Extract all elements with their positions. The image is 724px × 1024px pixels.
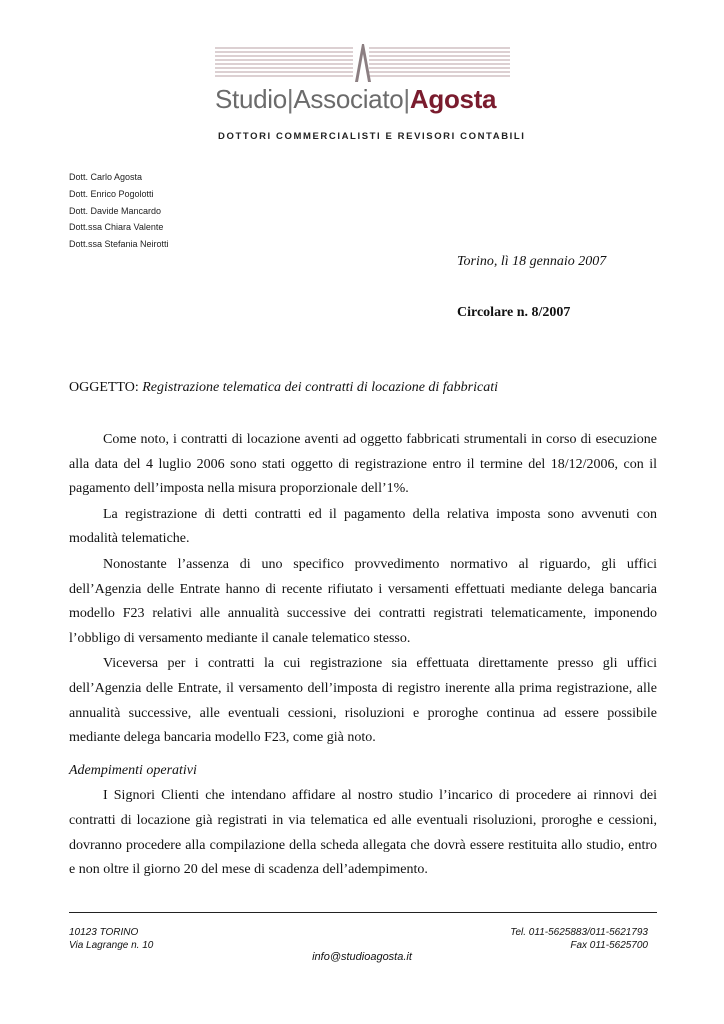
subject-line	[69, 380, 498, 396]
circular-number: Circolare n. 8/2007	[457, 305, 571, 320]
logo-word-associato: Associato	[293, 84, 404, 114]
footer-divider	[69, 912, 657, 913]
footer-email-link[interactable]: info@studioagosta.it	[312, 951, 412, 963]
partner-name: Dott. Davide Mancardo	[69, 205, 162, 216]
footer-tel: Tel. 011-5625883/011-5621793	[510, 927, 648, 938]
logo-word-agosta: Agosta	[409, 84, 497, 114]
footer-fax: Fax 011-5625700	[570, 940, 648, 951]
footer-address	[69, 926, 153, 952]
subject-label: OGGETTO:	[69, 380, 139, 395]
body-paragraph: Viceversa per i contratti la cui registrazione sia effettuata direttamente presso gli uffici dell’Agenzia delle Entrate, il versamento dell’imposta di registro inerente alla prima registrazione, alle annualità successive, alle eventuali cessioni, risoluzioni e proroghe continua ad essere possibile mediante delega bancaria modello F23, come già noto.	[69, 656, 657, 746]
partner-list	[69, 169, 169, 253]
letter-body	[69, 428, 657, 883]
body-paragraph: La registrazione di detti contratti ed il pagamento della relativa imposta sono avvenuti con modalità telematiche.	[69, 506, 657, 547]
body-paragraph: I Signori Clienti che intendano affidare al nostro studio l’incarico di procedere ai rinnovi dei contratti di locazione già registrati in via telematica ed alle eventuali risoluzioni, proroghe e cessioni, dovranno procedere alla compilazione della scheda allegata che dovrà essere restituita allo studio, entro e non oltre il giorno 20 del mese di scadenza dell’adempimento.	[69, 788, 657, 878]
footer-contacts	[510, 926, 648, 952]
body-paragraph: Nonostante l’assenza di uno specifico provvedimento normativo al riguardo, gli uffici dell’Agenzia delle Entrate hanno di recente rifiutato i versamenti effettuati mediante delega bancaria modello F23 relativi alle annualità successive dei contratti registrati telematicamente, imponendo l’obbligo di versamento mediante il canale telematico stesso.	[69, 556, 657, 646]
footer-city: 10123 TORINO	[69, 927, 139, 938]
logo-word-studio: Studio	[215, 84, 287, 114]
logo-tagline: DOTTORI COMMERCIALISTI E REVISORI CONTABILI	[218, 131, 526, 142]
partner-name: Dott. Enrico Pogolotti	[69, 188, 154, 199]
body-paragraph: Come noto, i contratti di locazione aventi ad oggetto fabbricati strumentali in corso di esecuzione alla data del 4 luglio 2006 sono stati oggetto di registrazione entro il termine del 18/12/2006, con il pagamento dell’imposta nella misura proporzionale dell’1%.	[69, 432, 657, 497]
studio-logo: Studio|Associato|Agosta	[215, 40, 510, 130]
section-heading: Adempimenti operativi	[69, 762, 197, 778]
logo-lines-emblem	[215, 40, 510, 88]
footer-street: Via Lagrange n. 10	[69, 940, 154, 951]
partner-name: Dott.ssa Stefania Neirotti	[69, 239, 169, 250]
place-date: Torino, lì 18 gennaio 2007	[457, 254, 607, 269]
subject-text: Registrazione telematica dei contratti di locazione di fabbricati	[142, 380, 499, 395]
partner-name: Dott.ssa Chiara Valente	[69, 222, 164, 233]
partner-name: Dott. Carlo Agosta	[69, 172, 143, 182]
